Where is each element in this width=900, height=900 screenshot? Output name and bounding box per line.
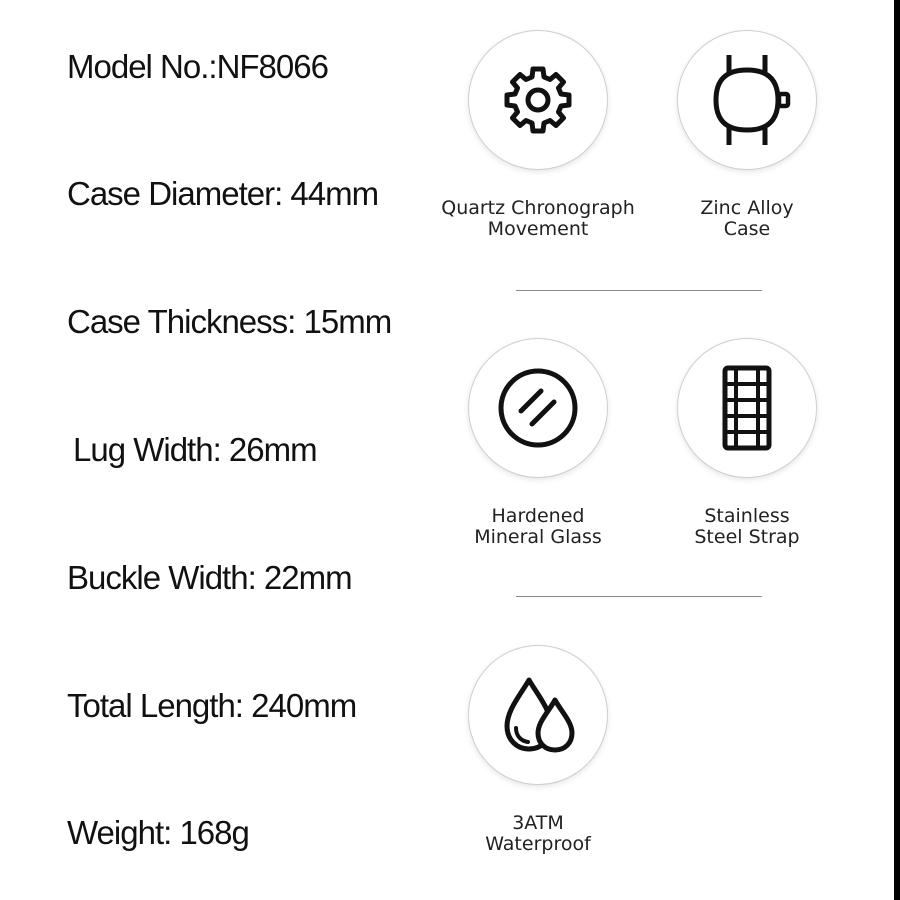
- mineral-glass-icon: [495, 365, 581, 451]
- feature-water-line1: 3ATM: [512, 812, 564, 834]
- spec-case-thickness: Case Thickness: 15mm: [67, 303, 392, 340]
- spec-total-length: Total Length: 240mm: [67, 687, 357, 724]
- feature-case-label: [647, 198, 847, 240]
- feature-strap-line1: Stainless: [704, 505, 790, 527]
- feature-glass-badge: [468, 338, 608, 478]
- feature-water-badge: [468, 645, 608, 785]
- feature-case-line1: Zinc Alloy: [700, 197, 794, 219]
- feature-movement-badge: [468, 30, 608, 170]
- feature-strap: [647, 338, 847, 548]
- feature-movement: [438, 30, 638, 240]
- feature-case-line2: Case: [723, 218, 771, 240]
- spec-weight: Weight: 168g: [67, 814, 249, 851]
- gear-icon: [500, 62, 576, 138]
- feature-case: [647, 30, 847, 240]
- feature-movement-label: [438, 198, 638, 240]
- steel-strap-icon: [717, 363, 777, 453]
- divider-top: [516, 290, 762, 291]
- feature-glass-line2: Mineral Glass: [474, 526, 602, 548]
- right-edge-bar: [894, 0, 900, 900]
- feature-movement-line2: Movement: [487, 218, 589, 240]
- feature-movement-line1: Quartz Chronograph: [441, 197, 635, 219]
- feature-water-label: [438, 813, 638, 855]
- feature-strap-label: [647, 506, 847, 548]
- spec-case-diameter: Case Diameter: 44mm: [67, 175, 379, 212]
- feature-water-line2: Waterproof: [485, 833, 591, 855]
- feature-glass: [438, 338, 638, 548]
- water-drops-icon: [493, 670, 583, 760]
- feature-case-badge: [677, 30, 817, 170]
- watch-case-icon: [702, 50, 792, 150]
- feature-glass-line1: Hardened: [491, 505, 585, 527]
- divider-bottom: [516, 596, 762, 597]
- feature-water: [438, 645, 638, 855]
- feature-strap-badge: [677, 338, 817, 478]
- spec-lug-width: Lug Width: 26mm: [73, 431, 317, 468]
- feature-strap-line2: Steel Strap: [694, 526, 800, 548]
- feature-glass-label: [438, 506, 638, 548]
- spec-buckle-width: Buckle Width: 22mm: [67, 559, 352, 596]
- spec-model-number: Model No.:NF8066: [67, 48, 328, 85]
